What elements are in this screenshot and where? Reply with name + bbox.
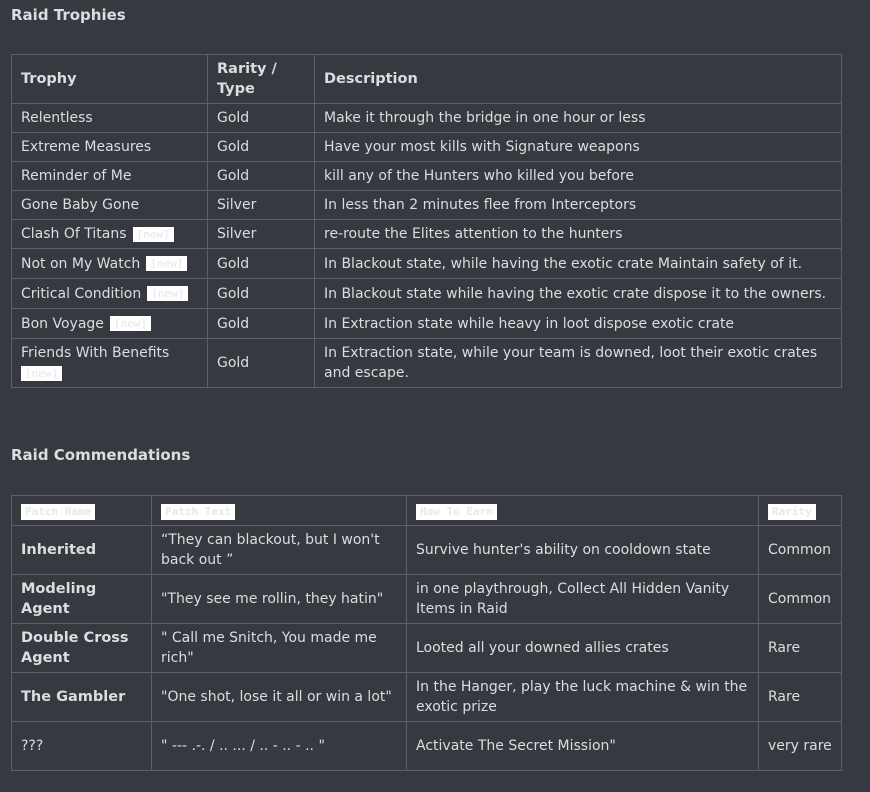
trophy-row: [12, 279, 842, 309]
trophy-rarity-cell: Silver: [208, 220, 315, 249]
trophy-name: Critical Condition: [21, 285, 142, 302]
trophy-name-cell: [12, 191, 208, 220]
trophy-name: Not on My Watch: [21, 255, 141, 272]
patch-text-cell: “They can blackout, but I won't back out ”: [152, 526, 407, 575]
trophy-name: Gone Baby Gone: [21, 197, 140, 213]
new-tag: [new]: [146, 256, 187, 271]
trophies-heading: Raid Trophies: [11, 6, 126, 24]
rarity-header-label: Rarity: [768, 504, 816, 520]
how-to-earn-cell: In the Hanger, play the luck machine & win the exotic prize: [407, 673, 759, 722]
trophy-description-cell: In Extraction state, while your team is downed, loot their exotic crates and escape.: [315, 339, 842, 388]
trophy-row: [12, 104, 842, 133]
how-to-earn-col-header: [407, 496, 759, 526]
trophy-description-cell: Have your most kills with Signature weapons: [315, 133, 842, 162]
commendations-body: [12, 526, 842, 771]
commendations-table: [11, 495, 842, 771]
trophy-rarity-cell: Gold: [208, 162, 315, 191]
trophy-name-cell: [12, 279, 208, 309]
trophy-name-cell: [12, 309, 208, 339]
trophies-table: [11, 54, 842, 388]
patch-name-cell: Modeling Agent: [12, 575, 152, 624]
description-col-header: Description: [315, 55, 842, 104]
new-tag: [new]: [133, 227, 174, 242]
patch-text-cell: " --- .-. / .. ... / .. - .. - .. ": [152, 722, 407, 771]
how-to-earn-cell: Activate The Secret Mission": [407, 722, 759, 771]
trophy-name-cell: [12, 104, 208, 133]
rarity-col-header: Rarity / Type: [208, 55, 315, 104]
trophy-description-cell: In Blackout state, while having the exotic crate Maintain safety of it.: [315, 249, 842, 279]
trophy-description-cell: re-route the Elites attention to the hunters: [315, 220, 842, 249]
patch-rarity-cell: Common: [759, 526, 842, 575]
trophy-name-cell: [12, 133, 208, 162]
patch-name-cell: The Gambler: [12, 673, 152, 722]
patch-text-cell: "They see me rollin, they hatin": [152, 575, 407, 624]
trophy-name: Reminder of Me: [21, 168, 132, 184]
patch-rarity-cell: Rare: [759, 673, 842, 722]
patch-name-cell: Inherited: [12, 526, 152, 575]
trophy-row: [12, 162, 842, 191]
trophy-row: [12, 133, 842, 162]
trophy-row: [12, 191, 842, 220]
patch-text-header-label: Patch Text: [161, 504, 235, 520]
trophy-row: [12, 309, 842, 339]
trophy-name: Bon Voyage: [21, 315, 104, 332]
patch-text-cell: "One shot, lose it all or win a lot": [152, 673, 407, 722]
trophy-name-cell: [12, 339, 208, 388]
patch-name-cell: ???: [12, 722, 152, 771]
trophy-rarity-cell: Silver: [208, 191, 315, 220]
how-to-earn-cell: Looted all your downed allies crates: [407, 624, 759, 673]
trophy-name-cell: [12, 249, 208, 279]
patch-text-col-header: [152, 496, 407, 526]
rarity-col-header: [759, 496, 842, 526]
trophy-rarity-cell: Gold: [208, 279, 315, 309]
patch-rarity-cell: Rare: [759, 624, 842, 673]
trophy-name: Extreme Measures: [21, 139, 152, 155]
commendation-row: [12, 575, 842, 624]
commendations-heading: Raid Commendations: [11, 446, 191, 464]
trophies-body: [12, 104, 842, 388]
trophy-description-cell: In less than 2 minutes flee from Interceptors: [315, 191, 842, 220]
trophy-name: Friends With Benefits: [21, 345, 170, 361]
how-to-earn-cell: in one playthrough, Collect All Hidden Vanity Items in Raid: [407, 575, 759, 624]
patch-name-cell: Double Cross Agent: [12, 624, 152, 673]
trophy-rarity-cell: Gold: [208, 249, 315, 279]
trophy-col-header: Trophy: [12, 55, 208, 104]
patch-rarity-cell: Common: [759, 575, 842, 624]
patch-name-header-label: Patch Name: [21, 504, 95, 520]
commendations-header-row: [12, 496, 842, 526]
trophy-row: [12, 220, 842, 249]
trophy-rarity-cell: Gold: [208, 104, 315, 133]
trophy-rarity-cell: Gold: [208, 133, 315, 162]
new-tag: [new]: [147, 286, 188, 301]
trophy-row: [12, 339, 842, 388]
commendation-row: [12, 624, 842, 673]
trophy-name: Relentless: [21, 110, 93, 126]
patch-rarity-cell: very rare: [759, 722, 842, 771]
new-tag: [new]: [21, 366, 62, 381]
trophy-description-cell: In Blackout state while having the exotic crate dispose it to the owners.: [315, 279, 842, 309]
trophy-description-cell: In Extraction state while heavy in loot dispose exotic crate: [315, 309, 842, 339]
trophy-rarity-cell: Gold: [208, 309, 315, 339]
trophy-rarity-cell: Gold: [208, 339, 315, 388]
commendation-row: [12, 722, 842, 771]
trophy-description-cell: kill any of the Hunters who killed you before: [315, 162, 842, 191]
trophy-name: Clash Of Titans: [21, 226, 127, 242]
patch-text-cell: " Call me Snitch, You made me rich": [152, 624, 407, 673]
commendation-row: [12, 526, 842, 575]
trophy-name-cell: [12, 162, 208, 191]
trophies-header-row: [12, 55, 842, 104]
how-to-earn-header-label: How To Earn: [416, 504, 497, 520]
commendation-row: [12, 673, 842, 722]
new-tag: [new]: [110, 316, 151, 331]
patch-name-col-header: [12, 496, 152, 526]
trophy-row: [12, 249, 842, 279]
how-to-earn-cell: Survive hunter's ability on cooldown state: [407, 526, 759, 575]
trophy-name-cell: [12, 220, 208, 249]
trophy-description-cell: Make it through the bridge in one hour or less: [315, 104, 842, 133]
